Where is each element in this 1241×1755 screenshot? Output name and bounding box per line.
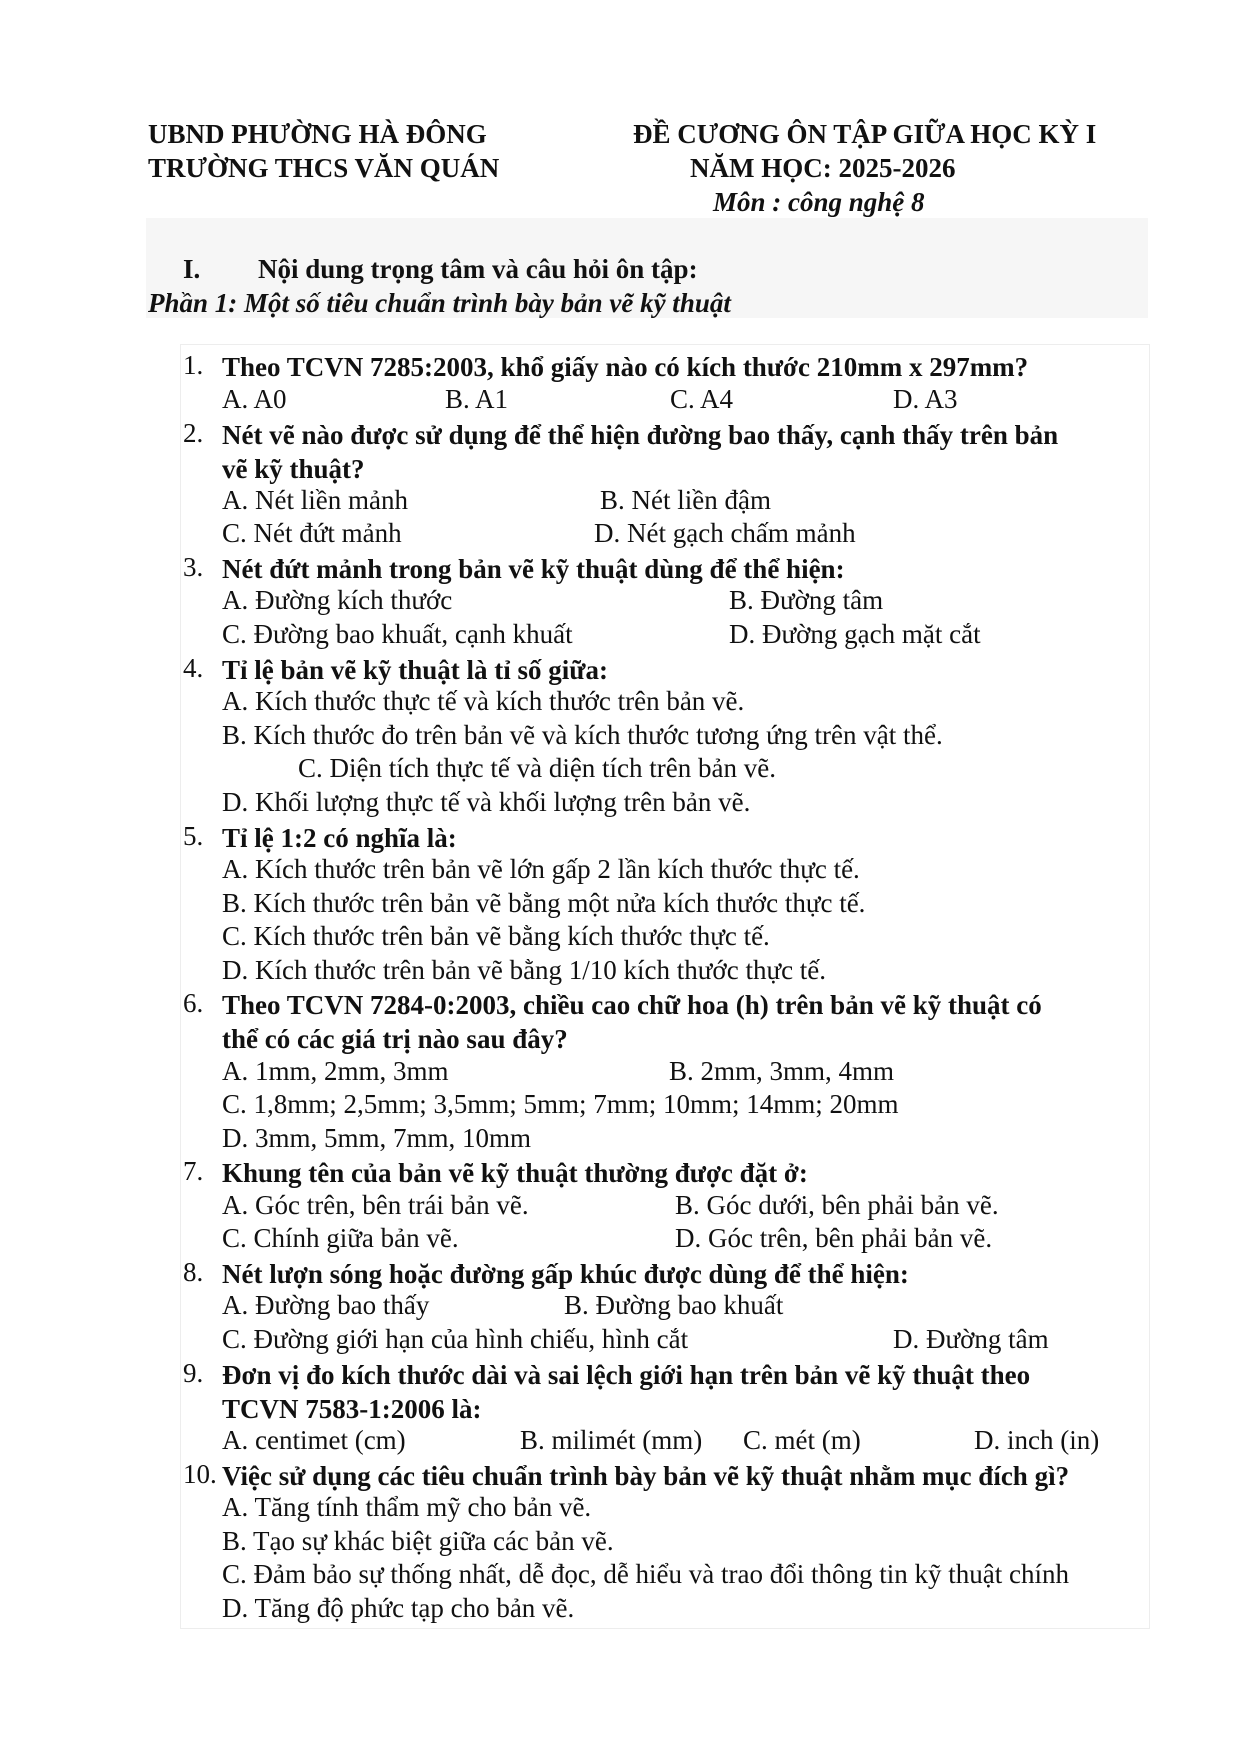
answer-option: D. Đường tâm [893, 1324, 1049, 1354]
org-name: UBND PHƯỜNG HÀ ĐÔNG [148, 119, 487, 149]
subject-label: Môn : công nghệ 8 [713, 187, 925, 217]
answer-option: B. Kích thước trên bản vẽ bằng một nửa kích thước thực tế. [222, 888, 866, 918]
question-text: Theo TCVN 7284-0:2003, chiều cao chữ hoa (h) trên bản vẽ kỹ thuật có [222, 990, 1042, 1020]
answer-option: A. 1mm, 2mm, 3mm [222, 1056, 449, 1086]
question-text: vẽ kỹ thuật? [222, 454, 365, 484]
answer-option: C. Đường giới hạn của hình chiếu, hình cắt [222, 1324, 689, 1354]
answer-option: B. milimét (mm) [520, 1425, 703, 1455]
question-number: 10. [183, 1459, 217, 1489]
answer-option: C. A4 [670, 384, 734, 414]
question-number: 4. [183, 653, 204, 683]
answer-option: A. centimet (cm) [222, 1425, 406, 1455]
question-text: Tỉ lệ bản vẽ kỹ thuật là tỉ số giữa: [222, 655, 608, 685]
answer-option: D. Khối lượng thực tế và khối lượng trên bản vẽ. [222, 787, 751, 817]
answer-option: A. Đường kích thước [222, 585, 453, 615]
question-text: Việc sử dụng các tiêu chuẩn trình bày bản vẽ kỹ thuật nhằm mục đích gì? [222, 1461, 1070, 1491]
answer-option: D. Tăng độ phức tạp cho bản vẽ. [222, 1593, 575, 1623]
answer-option: B. 2mm, 3mm, 4mm [669, 1056, 895, 1086]
answer-option: A. Nét liền mảnh [222, 485, 408, 515]
question-text: Tỉ lệ 1:2 có nghĩa là: [222, 823, 457, 853]
answer-option: D. Đường gạch mặt cắt [729, 619, 981, 649]
answer-option: D. inch (in) [974, 1425, 1100, 1455]
answer-option: A. Kích thước trên bản vẽ lớn gấp 2 lần kích thước thực tế. [222, 854, 860, 884]
section-number: I. [183, 254, 201, 284]
answer-option: B. Góc dưới, bên phải bản vẽ. [675, 1190, 999, 1220]
answer-option: D. Kích thước trên bản vẽ bằng 1/10 kích thước thực tế. [222, 955, 827, 985]
question-text: Nét đứt mảnh trong bản vẽ kỹ thuật dùng để thể hiện: [222, 554, 845, 584]
question-number: 8. [183, 1257, 204, 1287]
answer-option: D. A3 [893, 384, 958, 414]
question-text: TCVN 7583-1:2006 là: [222, 1394, 482, 1424]
answer-option: B. Kích thước đo trên bản vẽ và kích thước tương ứng trên vật thể. [222, 720, 943, 750]
answer-option: D. Nét gạch chấm mảnh [594, 518, 856, 548]
answer-option: D. 3mm, 5mm, 7mm, 10mm [222, 1123, 532, 1153]
answer-option: B. Nét liền đậm [600, 485, 771, 515]
answer-option: B. Đường bao khuất [564, 1290, 784, 1320]
answer-option: B. Tạo sự khác biệt giữa các bản vẽ. [222, 1526, 614, 1556]
answer-option: D. Góc trên, bên phải bản vẽ. [675, 1223, 993, 1253]
answer-option: C. 1,8mm; 2,5mm; 3,5mm; 5mm; 7mm; 10mm; 14mm; 20mm [222, 1089, 899, 1119]
question-number: 1. [183, 350, 204, 380]
question-text: Nét vẽ nào được sử dụng để thể hiện đường bao thấy, cạnh thấy trên bản [222, 420, 1059, 450]
answer-option: A. A0 [222, 384, 287, 414]
answer-option: C. Chính giữa bản vẽ. [222, 1223, 459, 1253]
answer-option: C. mét (m) [743, 1425, 861, 1455]
answer-option: A. Tăng tính thẩm mỹ cho bản vẽ. [222, 1492, 592, 1522]
question-number: 5. [183, 821, 204, 851]
answer-option: A. Đường bao thấy [222, 1290, 430, 1320]
answer-option: A. Kích thước thực tế và kích thước trên bản vẽ. [222, 686, 745, 716]
question-number: 2. [183, 418, 204, 448]
question-number: 6. [183, 988, 204, 1018]
answer-option: B. A1 [445, 384, 509, 414]
document-title: ĐỀ CƯƠNG ÔN TẬP GIỮA HỌC KỲ I [633, 119, 1097, 149]
question-text: thể có các giá trị nào sau đây? [222, 1024, 568, 1054]
question-text: Đơn vị đo kích thước dài và sai lệch giới hạn trên bản vẽ kỹ thuật theo [222, 1360, 1031, 1390]
question-text: Theo TCVN 7285:2003, khổ giấy nào có kích thước 210mm x 297mm? [222, 352, 1029, 382]
answer-option: B. Đường tâm [729, 585, 884, 615]
question-text: Khung tên của bản vẽ kỹ thuật thường được đặt ở: [222, 1158, 808, 1188]
school-year: NĂM HỌC: 2025-2026 [690, 153, 956, 183]
question-text: Nét lượn sóng hoặc đường gấp khúc được dùng để thể hiện: [222, 1259, 909, 1289]
section-title: Nội dung trọng tâm và câu hỏi ôn tập: [258, 254, 698, 284]
answer-option: C. Đảm bảo sự thống nhất, dễ đọc, dễ hiểu và trao đổi thông tin kỹ thuật chính [222, 1559, 1069, 1589]
answer-option: C. Diện tích thực tế và diện tích trên bản vẽ. [298, 753, 776, 783]
question-number: 9. [183, 1358, 204, 1388]
part-title: Phần 1: Một số tiêu chuẩn trình bày bản vẽ kỹ thuật [148, 288, 731, 318]
question-number: 7. [183, 1156, 204, 1186]
school-name: TRƯỜNG THCS VĂN QUÁN [148, 153, 500, 183]
question-number: 3. [183, 552, 204, 582]
answer-option: A. Góc trên, bên trái bản vẽ. [222, 1190, 529, 1220]
answer-option: C. Nét đứt mảnh [222, 518, 402, 548]
answer-option: C. Đường bao khuất, cạnh khuất [222, 619, 573, 649]
answer-option: C. Kích thước trên bản vẽ bằng kích thước thực tế. [222, 921, 770, 951]
